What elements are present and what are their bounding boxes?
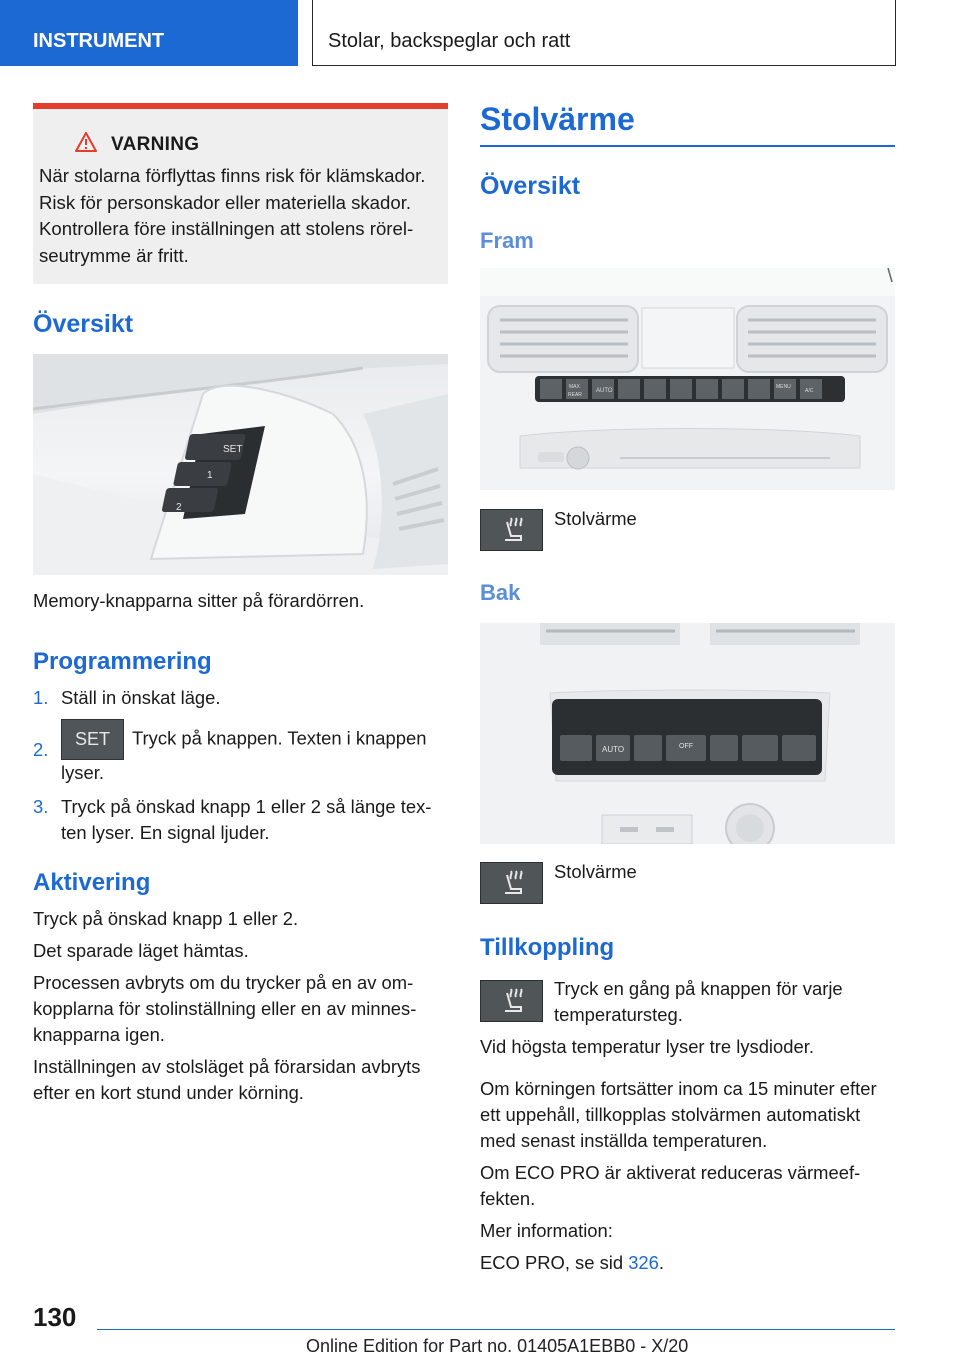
- programming-steps: [33, 685, 448, 846]
- step-text: Tryck på önskad knapp 1 eller 2 så länge texten lyser. En signal ljuder.: [61, 796, 432, 843]
- photo-button-1-label: 1: [207, 470, 213, 481]
- step-number: 2.: [33, 739, 49, 760]
- list-item: [33, 685, 448, 711]
- heating-paragraph: Mer information:: [480, 1220, 613, 1241]
- warning-triangle-icon: [75, 132, 97, 158]
- activation-text-block: [33, 906, 448, 1106]
- seat-heating-button-icon-front: [480, 509, 543, 551]
- warning-box: [33, 103, 448, 284]
- front-heading: Fram: [480, 228, 534, 253]
- front-panel-auto: AUTO: [596, 388, 613, 394]
- photo-button-2-label: 2: [176, 502, 182, 513]
- activation-heading-right: Tillkoppling: [480, 934, 615, 961]
- set-button-icon: SET: [61, 719, 124, 760]
- warning-text: När stolarna förflyttas finns risk för klämskador. Risk för personskador eller materiella skador. Kontrollera före inställningen att stolens rörelseutrymme är fritt.: [39, 165, 426, 266]
- activation-paragraph: Tryck på önskad knapp 1 eller 2.: [33, 908, 299, 929]
- footer-rule: [97, 1329, 895, 1330]
- overview-heading-right: Översikt: [480, 172, 581, 200]
- warning-title-row: [39, 131, 440, 159]
- eco-ref-suffix: .: [658, 1252, 664, 1273]
- seat-heating-button-icon: [480, 980, 543, 1022]
- eco-ref-page-link[interactable]: 326: [628, 1252, 659, 1273]
- front-console-photo: [480, 268, 895, 490]
- front-panel-rear: REAR: [568, 392, 582, 398]
- eco-ref-prefix: ECO PRO, se sid: [480, 1252, 629, 1273]
- step-number: 3.: [33, 796, 49, 817]
- programming-heading: Programmering: [33, 648, 212, 675]
- step-text: Ställ in önskat läge.: [61, 687, 221, 708]
- header-section-tab: INSTRUMENT: [0, 0, 298, 66]
- front-heating-caption: Stolvärme: [554, 508, 637, 529]
- door-memory-buttons-photo: [33, 354, 448, 575]
- rear-panel-auto: AUTO: [602, 745, 625, 754]
- page-number: 130: [33, 1302, 77, 1332]
- heating-paragraph: Vid högsta temperatur lyser tre lysdioder.: [480, 1036, 814, 1057]
- front-panel-menu: MENU: [776, 384, 791, 390]
- rear-heading: Bak: [480, 580, 521, 605]
- activation-heading-left: Aktivering: [33, 869, 151, 896]
- eco-pro-reference: [480, 1250, 895, 1276]
- overview-heading-left: Översikt: [33, 310, 134, 338]
- activation-paragraph: Det sparade läget hämtas.: [33, 940, 249, 961]
- rear-panel-off: OFF: [679, 743, 693, 750]
- activation-paragraph: Processen avbryts om du trycker på en av omkopplarna för stolinställning eller en av minnesknapparna igen.: [33, 972, 417, 1045]
- header-chapter-title: Stolar, backspeglar och ratt: [312, 0, 896, 66]
- rear-heating-caption: Stolvärme: [554, 861, 637, 882]
- heating-text-block: [480, 1034, 895, 1276]
- front-panel-max: MAX: [569, 384, 580, 390]
- warning-title: VARNING: [111, 134, 200, 155]
- activation-instruction: Tryck en gång på knappen för varje temperatursteg.: [554, 978, 843, 1025]
- footer-edition: Online Edition for Part no. 01405A1EBB0 - X/20: [306, 1336, 689, 1356]
- list-item: [33, 719, 448, 786]
- heating-paragraph: Om ECO PRO är aktiverat reduceras värmeeffekten.: [480, 1162, 861, 1209]
- title-underline: [480, 145, 895, 147]
- front-panel-ac: A/C: [805, 388, 814, 394]
- step-number: 1.: [33, 687, 49, 708]
- heating-paragraph: Om körningen fortsätter inom ca 15 minuter efter ett uppehåll, tillkopplas stolvärmen automatiskt med senast inställda temperaturen.: [480, 1078, 877, 1151]
- list-item: [33, 794, 448, 846]
- activation-paragraph: Inställningen av stolsläget på förarsidan avbryts efter en kort stund under körning.: [33, 1056, 421, 1103]
- photo-set-label: SET: [223, 444, 243, 455]
- step-text: Tryck på knappen. Texten i knappen lyser.: [61, 727, 427, 783]
- rear-console-photo: [480, 623, 895, 844]
- memory-caption: Memory-knapparna sitter på förardörren.: [33, 590, 365, 611]
- seat-heating-title: Stolvärme: [480, 101, 635, 137]
- seat-heating-button-icon-rear: [480, 862, 543, 904]
